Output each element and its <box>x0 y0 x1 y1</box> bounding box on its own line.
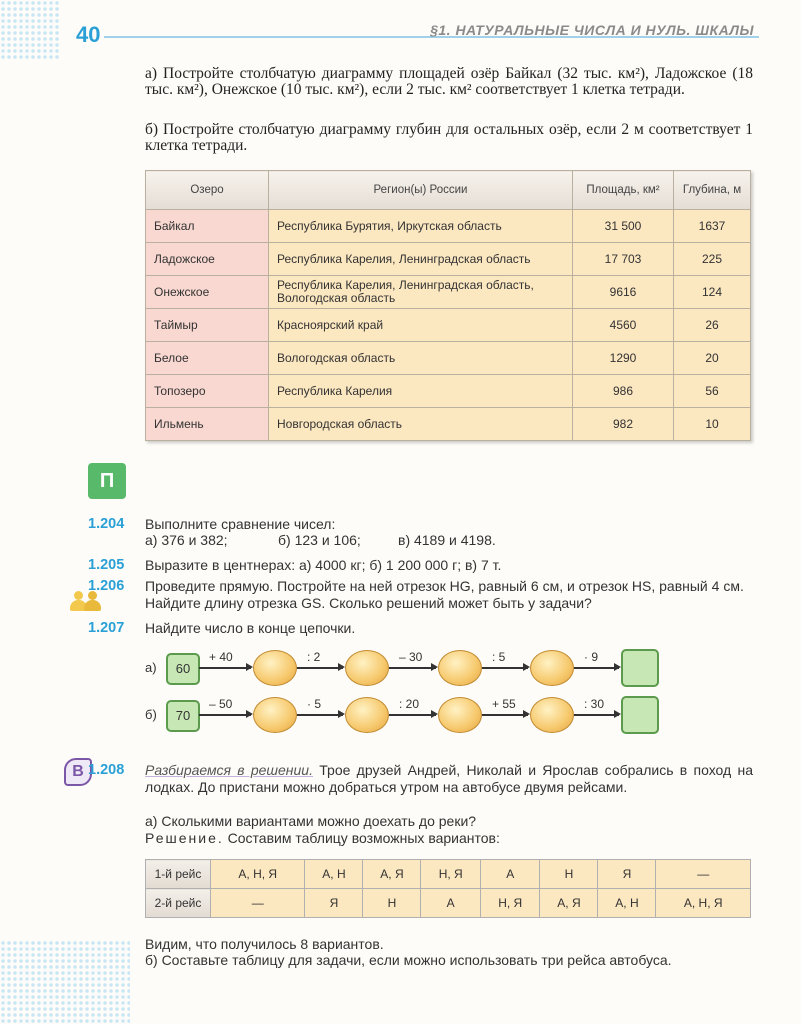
chain-operation: : 2 <box>307 650 321 664</box>
task-1-204-text: Выполните сравнение чисел: <box>145 516 336 532</box>
lakes-table <box>145 170 751 441</box>
chain-operation: + 40 <box>209 650 233 664</box>
chain-blank-oval <box>345 650 389 686</box>
variant-cell: Я <box>598 860 656 889</box>
chain-b-start-box <box>166 700 200 732</box>
chain-operation: · 5 <box>307 697 322 711</box>
task-1-204-number: 1.204 <box>88 516 125 532</box>
variant-cell: А, Я <box>540 889 598 918</box>
chain-arrow <box>297 714 343 716</box>
corner-dots-bottom <box>0 940 130 1024</box>
chain-arrow <box>199 714 251 716</box>
lake-region: Вологодская область <box>269 342 573 375</box>
col-header-depth: Глубина, м <box>674 171 751 210</box>
chain-blank-oval <box>530 697 574 733</box>
chain-a-label: а) <box>145 660 157 675</box>
lake-area: 9616 <box>573 276 674 309</box>
variant-cell: — <box>656 860 751 889</box>
section-title: §1. НАТУРАЛЬНЫЕ ЧИСЛА И НУЛЬ. ШКАЛЫ <box>430 22 754 38</box>
variant-cell: Н <box>363 889 421 918</box>
lake-depth: 225 <box>674 243 751 276</box>
task-1-208-intro <box>145 762 753 796</box>
lake-area: 1290 <box>573 342 674 375</box>
task-1-208-solution <box>145 830 500 847</box>
lake-name: Байкал <box>146 210 269 243</box>
lake-area: 17 703 <box>573 243 674 276</box>
chain-operation: + 55 <box>492 697 516 711</box>
chain-blank-oval <box>345 697 389 733</box>
lake-name: Белое <box>146 342 269 375</box>
chain-b-label: б) <box>145 707 157 722</box>
task-1-205-number: 1.205 <box>88 557 125 573</box>
variant-cell: А, Н <box>305 860 363 889</box>
task-1-204-b: б) 123 и 106; <box>278 532 361 548</box>
lake-row <box>146 210 751 243</box>
task-1-204-c: в) 4189 и 4198. <box>398 532 496 548</box>
task-1-205-text: Выразите в центнерах: а) 4000 кг; б) 1 200 000 г; в) 7 т. <box>145 557 502 573</box>
variant-cell: А, Н <box>598 889 656 918</box>
chain-arrow <box>574 667 619 669</box>
chain-b-start-value: 70 <box>175 708 191 723</box>
lake-row <box>146 342 751 375</box>
lake-name: Таймыр <box>146 309 269 342</box>
lake-depth: 10 <box>674 408 751 441</box>
task-1-207-text: Найдите число в конце цепочки. <box>145 620 356 636</box>
solution-label: Решение. <box>145 830 224 846</box>
chain-blank-oval <box>253 650 297 686</box>
task-1-208-a: а) Сколькими вариантами можно доехать до реки? <box>145 813 477 829</box>
chain-operation: : 30 <box>584 697 605 711</box>
pair-work-icon <box>68 591 104 613</box>
variant-cell: Н, Я <box>480 889 540 918</box>
lake-area: 4560 <box>573 309 674 342</box>
task-1-208-conclusion: Видим, что получилось 8 вариантов. <box>145 936 384 952</box>
task-1-208-number: 1.208 <box>88 762 125 778</box>
task-1-206-text: Проведите прямую. Постройте на ней отрезок HG, равный 6 см, и отрезок HS, равный 4 см. Найдите длину отрезка GS. Сколько решений может быть у задачи? <box>145 578 744 611</box>
chain-blank-oval <box>253 697 297 733</box>
lake-area: 31 500 <box>573 210 674 243</box>
lake-depth: 56 <box>674 375 751 408</box>
lake-row <box>146 243 751 276</box>
lake-name: Ильмень <box>146 408 269 441</box>
task-1-208-title: Разбираемся в решении. <box>145 762 313 778</box>
task-1-208-b: б) Составьте таблицу для задачи, если можно использовать три рейса автобуса. <box>145 952 672 968</box>
lake-region: Республика Карелия <box>269 375 573 408</box>
variant-cell: — <box>211 889 305 918</box>
variant-cell: А <box>480 860 540 889</box>
chain-operation: – 30 <box>399 650 423 664</box>
lake-depth: 1637 <box>674 210 751 243</box>
chain-operation: – 50 <box>209 697 233 711</box>
task-1-207-number: 1.207 <box>88 620 125 636</box>
lake-area: 982 <box>573 408 674 441</box>
lake-row <box>146 408 751 441</box>
chain-arrow <box>574 714 619 716</box>
lake-name: Онежское <box>146 276 269 309</box>
corner-dots-top <box>0 0 60 60</box>
lake-area: 986 <box>573 375 674 408</box>
practice-badge: П <box>88 463 126 499</box>
page-number: 40 <box>76 22 101 47</box>
lake-depth: 20 <box>674 342 751 375</box>
chain-blank-oval <box>438 650 482 686</box>
chain-blank-oval <box>438 697 482 733</box>
chain-arrow <box>199 667 251 669</box>
chain-operation: : 20 <box>399 697 420 711</box>
task-1-206-number: 1.206 <box>88 578 125 594</box>
variant-cell: Я <box>305 889 363 918</box>
solution-text: Составим таблицу возможных вариантов: <box>223 830 500 846</box>
lake-region: Республика Карелия, Ленинградская область, Вологодская область <box>269 276 573 309</box>
lake-region: Республика Карелия, Ленинградская область <box>269 243 573 276</box>
intro-part-a: а) Постройте столбчатую диаграмму площадей озёр Байкал (32 тыс. км²), Ладожское (18 тыс. км²), Онежское (10 тыс. км²), если 2 тыс. км² соответствует 1 клетка тетради. <box>145 65 753 98</box>
variant-cell: А, Н, Я <box>656 889 751 918</box>
lake-row <box>146 309 751 342</box>
lake-row <box>146 276 751 309</box>
chain-a-result-box <box>621 649 659 687</box>
variant-cell: А, Я <box>363 860 421 889</box>
col-header-lake: Озеро <box>146 171 269 210</box>
lake-depth: 26 <box>674 309 751 342</box>
lake-row <box>146 375 751 408</box>
lake-name: Ладожское <box>146 243 269 276</box>
chain-arrow <box>297 667 343 669</box>
lake-region: Красноярский край <box>269 309 573 342</box>
variants-table <box>145 859 751 918</box>
variant-cell: А, Н, Я <box>211 860 305 889</box>
chain-b-result-box <box>621 696 659 734</box>
chain-a-start-box <box>166 653 200 685</box>
variant-cell: А <box>421 889 481 918</box>
col-header-area: Площадь, км² <box>573 171 674 210</box>
lake-depth: 124 <box>674 276 751 309</box>
lake-name: Топозеро <box>146 375 269 408</box>
chain-arrow <box>482 667 528 669</box>
lake-region: Республика Бурятия, Иркутская область <box>269 210 573 243</box>
lake-region: Новгородская область <box>269 408 573 441</box>
chain-blank-oval <box>530 650 574 686</box>
task-1-204-a: а) 376 и 382; <box>145 532 228 548</box>
chain-arrow <box>389 714 436 716</box>
review-badge: В <box>64 758 92 786</box>
row-label-trip-2: 2-й рейс <box>146 889 211 918</box>
chain-operation: · 9 <box>584 650 599 664</box>
variant-cell: Н <box>540 860 598 889</box>
chain-arrow <box>389 667 436 669</box>
variant-cell: Н, Я <box>421 860 481 889</box>
col-header-region: Регион(ы) России <box>269 171 573 210</box>
intro-part-b: б) Постройте столбчатую диаграмму глубин для остальных озёр, если 2 м соответствует 1 клетка тетради. <box>145 121 753 154</box>
chain-operation: : 5 <box>492 650 506 664</box>
chain-arrow <box>482 714 528 716</box>
task-1-208-text: Трое друзей Андрей, Николай и Ярослав собрались в поход на лодках. До пристани можно добраться утром на автобусе двумя рейсами. <box>145 762 753 795</box>
chain-a-start-value: 60 <box>175 661 191 676</box>
row-label-trip-1: 1-й рейс <box>146 860 211 889</box>
